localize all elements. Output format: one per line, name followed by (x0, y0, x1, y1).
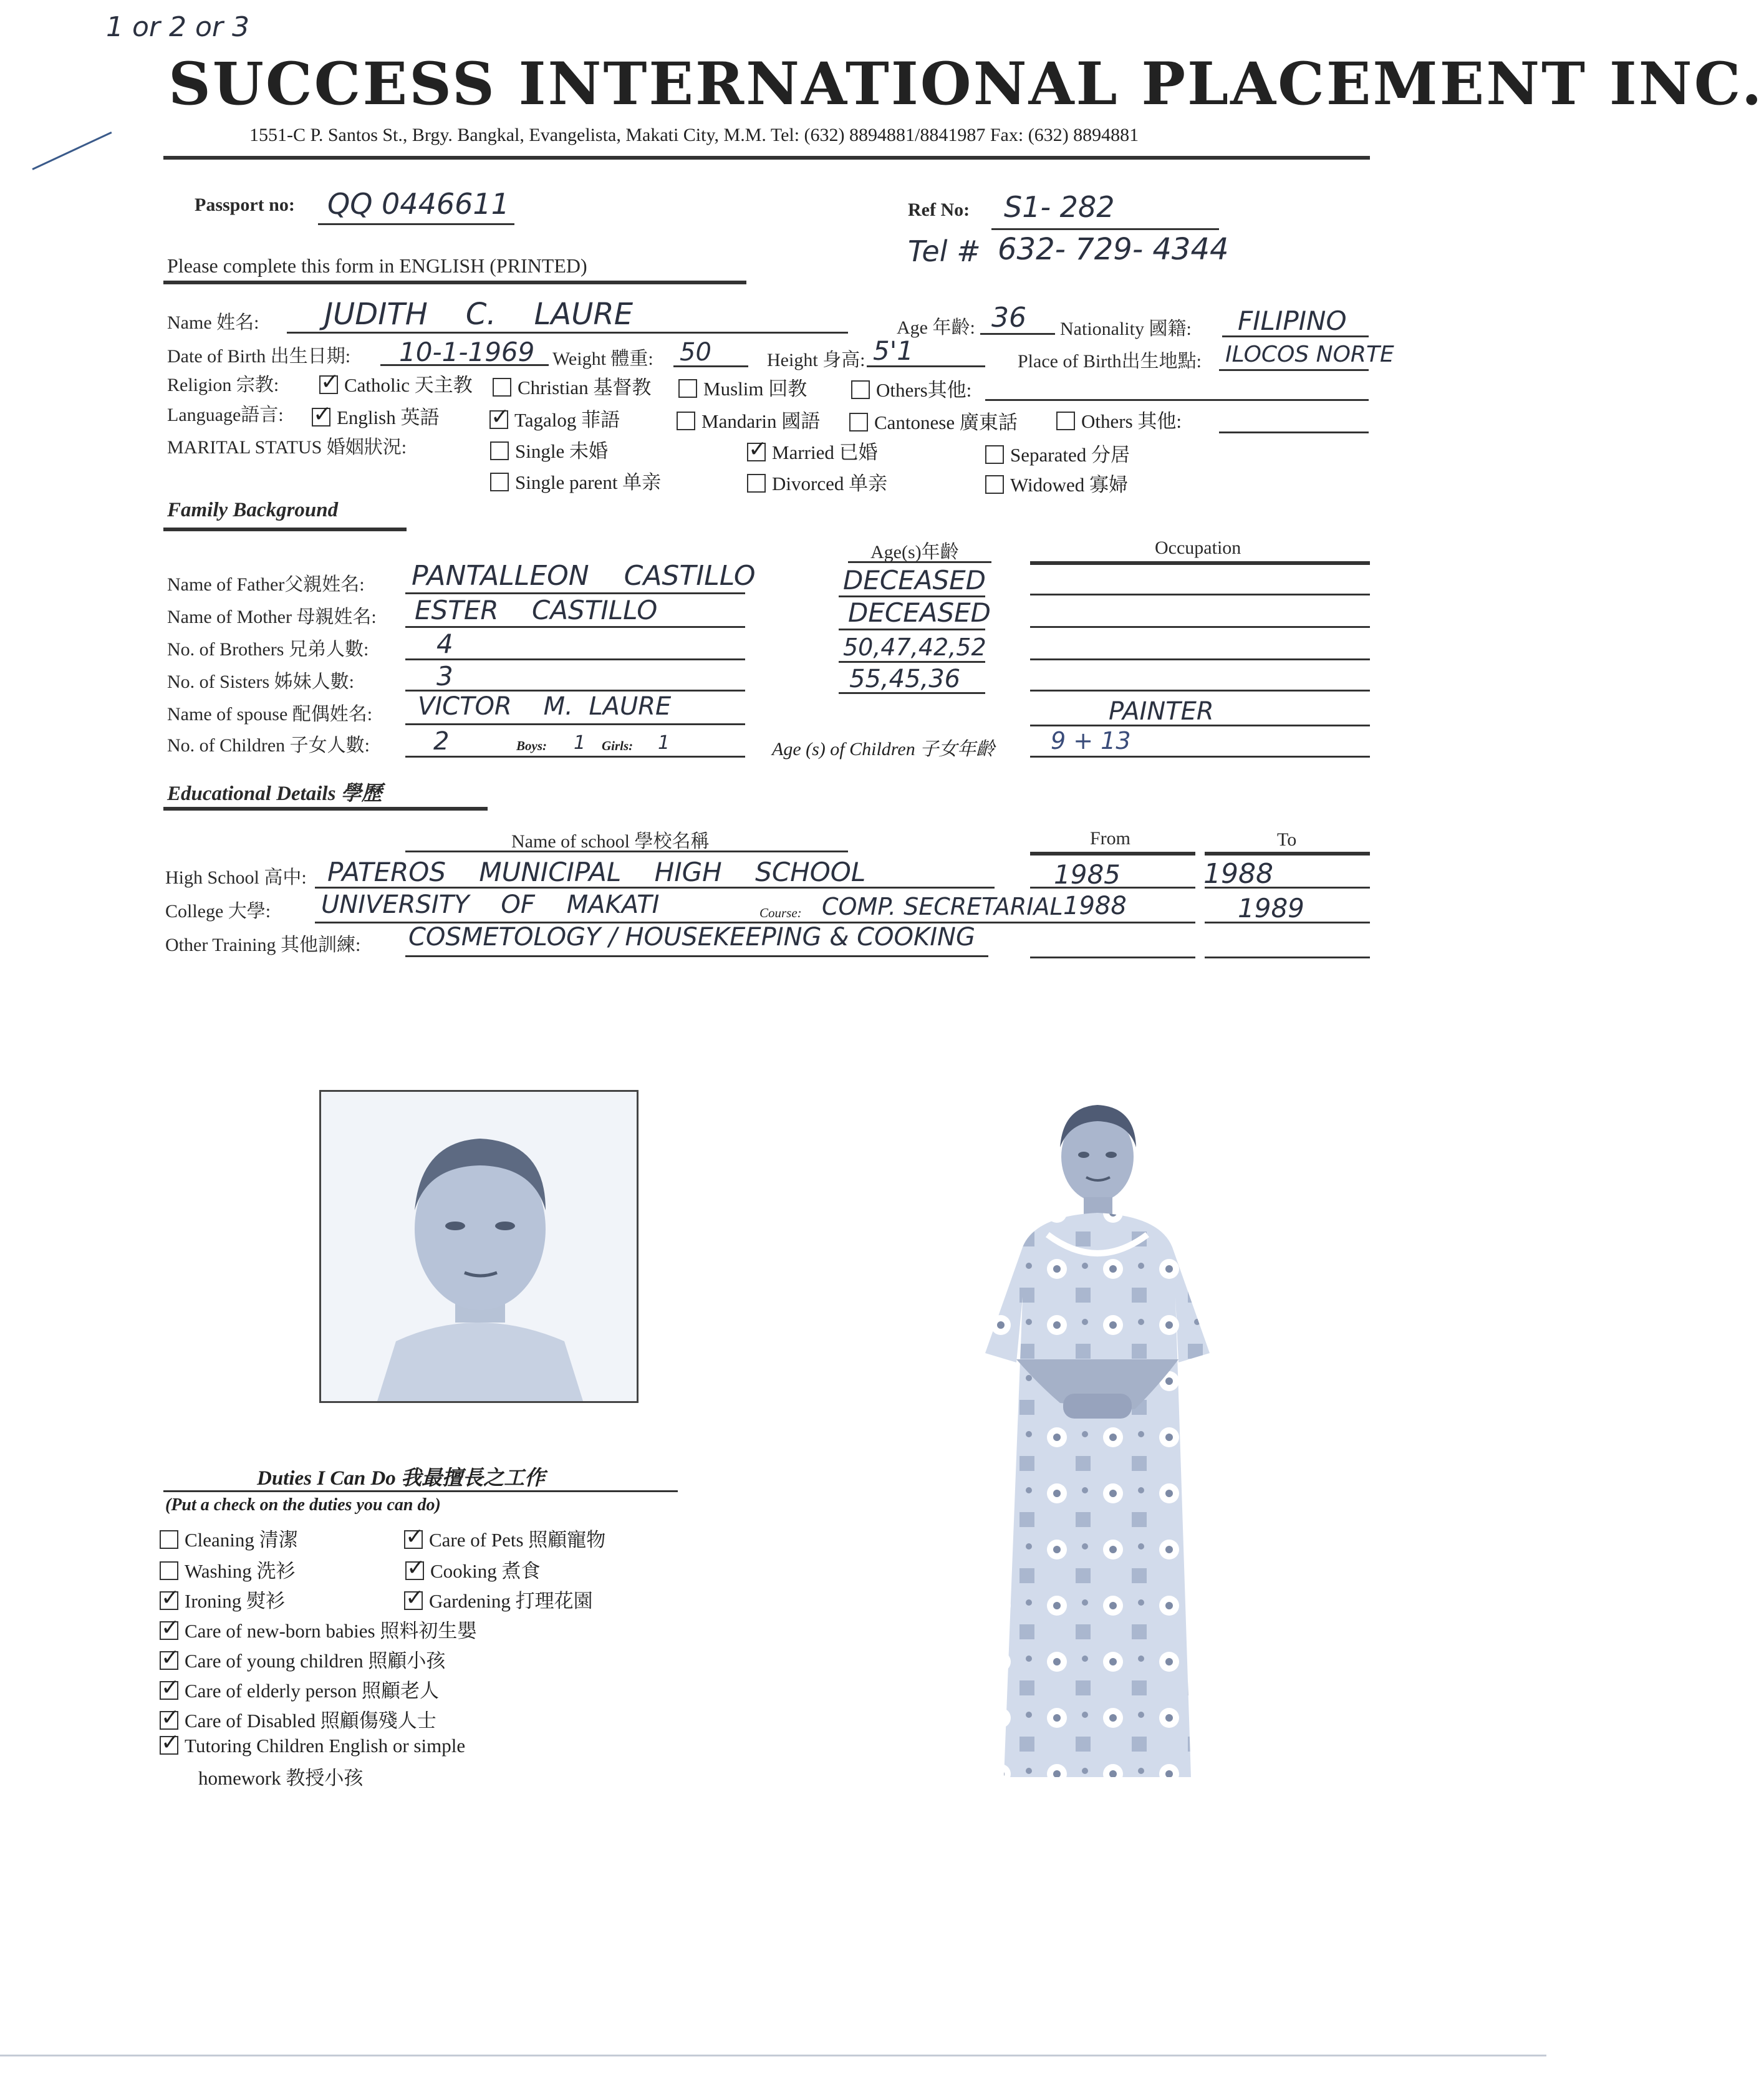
spouse-value: VICTOR M. LAURE (418, 692, 672, 721)
spouse-label: Name of spouse 配偶姓名: (167, 704, 373, 725)
checkbox-checked-icon (160, 1711, 178, 1730)
duty-newborn[interactable]: ✓Care of new-born babies 照料初生嬰 (160, 1615, 476, 1643)
sisters-ages-line (839, 692, 985, 694)
religion-others-option[interactable]: Others其他: (851, 374, 971, 402)
language-mandarin-option[interactable]: Mandarin 國語 (677, 405, 820, 433)
hs-line (315, 887, 995, 889)
occupation-header-line (1030, 561, 1370, 565)
passport-line (318, 223, 514, 225)
religion-catholic-option[interactable]: ✓ Catholic 天主教 (319, 369, 473, 397)
dob-label: Date of Birth 出生日期: (167, 346, 351, 367)
marital-married-option[interactable]: ✓ Married 已婚 (747, 436, 878, 465)
name-line (287, 332, 848, 334)
brothers-line (405, 658, 745, 660)
hs-to: 1988 (1203, 858, 1273, 890)
dob-value: 10-1-1969 (399, 337, 535, 367)
instruction-rule (163, 281, 746, 284)
hs-value: PATEROS MUNICIPAL HIGH SCHOOL (327, 857, 866, 887)
duty-tutoring-cont: homework 教授小孩 (198, 1767, 364, 1789)
other-training-label: Other Training 其他訓練: (165, 935, 361, 955)
checkbox-icon (490, 473, 509, 491)
ref-label: Ref No: (908, 200, 970, 220)
college-from-line (1030, 922, 1195, 923)
checkbox-checked-icon (160, 1651, 178, 1670)
duty-cleaning[interactable]: Cleaning 清潔 (160, 1524, 298, 1552)
margin-pen-stroke (32, 132, 112, 170)
age-header: Age(s)年齡 (870, 542, 959, 562)
language-cantonese-option[interactable]: Cantonese 廣東話 (849, 407, 1018, 435)
girls-value: 1 (658, 732, 670, 754)
duty-cooking[interactable]: ✓Cooking 煮食 (405, 1555, 541, 1583)
children-ages-line (1030, 756, 1370, 758)
school-header: Name of school 學校名稱 (511, 831, 710, 852)
hs-from-line (1030, 887, 1195, 889)
language-others-option[interactable]: Others 其他: (1056, 405, 1182, 433)
checkbox-icon (490, 441, 509, 460)
header-rule (163, 156, 1370, 160)
father-label: Name of Father父親姓名: (167, 574, 365, 595)
spouse-line (405, 723, 745, 725)
hs-label: High School 高中: (165, 867, 307, 888)
language-tagalog-option[interactable]: ✓ Tagalog 菲語 (489, 404, 620, 432)
ref-line (991, 228, 1219, 230)
age-header-line (848, 561, 991, 563)
dob-line (380, 364, 549, 366)
girls-label: Girls: (602, 738, 634, 753)
father-age: DECEASED (843, 565, 986, 595)
family-section-title: Family Background (167, 499, 339, 521)
marital-widowed-option[interactable]: Widowed 寡婦 (985, 469, 1128, 497)
checkbox-checked-icon (312, 408, 330, 427)
duties-title: Duties I Can Do 我最擅長之工作 (257, 1467, 546, 1490)
from-header-line (1030, 852, 1195, 856)
sisters-line (405, 690, 745, 692)
weight-value: 50 (680, 338, 711, 367)
brothers-value: 4 (436, 629, 453, 659)
language-label: Language語言: (167, 405, 284, 425)
checkbox-icon (1056, 412, 1075, 430)
checkbox-icon (493, 378, 511, 397)
children-line (405, 756, 745, 758)
checkbox-icon (160, 1530, 178, 1549)
college-to-line (1205, 922, 1370, 923)
father-line (405, 592, 745, 594)
portrait-figure-icon (321, 1092, 637, 1401)
checkbox-checked-icon (160, 1736, 178, 1755)
weight-label: Weight 體重: (552, 349, 653, 369)
brothers-ages-line (839, 661, 985, 663)
age-value: 36 (991, 302, 1026, 334)
father-value: PANTALLEON CASTILLO (412, 560, 756, 592)
checkbox-checked-icon (404, 1530, 423, 1549)
standing-figure-icon (929, 1085, 1278, 1796)
family-title-rule (163, 528, 407, 531)
checkbox-icon (985, 445, 1004, 464)
pob-label: Place of Birth出生地點: (1018, 351, 1202, 372)
duty-washing[interactable]: Washing 洗衫 (160, 1555, 295, 1583)
checkbox-checked-icon (160, 1621, 178, 1640)
mother-age: DECEASED (848, 597, 991, 628)
children-ages-value: 9 + 13 (1051, 727, 1131, 754)
checkbox-checked-icon (489, 410, 508, 429)
duty-young-children[interactable]: ✓Care of young children 照顧小孩 (160, 1645, 445, 1673)
duties-title-rule (163, 1490, 678, 1492)
duty-gardening[interactable]: ✓Gardening 打理花園 (404, 1585, 593, 1613)
duty-tutoring[interactable]: ✓Tutoring Children English or simple (160, 1735, 465, 1757)
from-header: From (1090, 828, 1131, 849)
mother-label: Name of Mother 母親姓名: (167, 607, 377, 627)
pob-line (1219, 369, 1369, 371)
checkbox-checked-icon (747, 443, 766, 461)
children-ages-label: Age (s) of Children 子女年齡 (772, 739, 995, 759)
pob-value: ILOCOS NORTE (1225, 342, 1394, 367)
sisters-occupation-line (1030, 690, 1370, 692)
other-training-line (405, 955, 988, 957)
company-name: SUCCESS INTERNATIONAL PLACEMENT INC. (168, 50, 1764, 118)
mother-age-line (839, 629, 985, 630)
boys-value: 1 (574, 732, 586, 754)
height-value: 5'1 (873, 335, 913, 366)
instruction: Please complete this form in ENGLISH (PRINTED) (167, 254, 587, 277)
college-to: 1989 (1238, 893, 1304, 923)
hs-from: 1985 (1054, 859, 1121, 890)
college-label: College 大學: (165, 901, 271, 922)
brothers-ages: 50,47,42,52 (843, 634, 986, 661)
marital-single-option[interactable]: Single 未婚 (490, 435, 608, 463)
ref-value: S1- 282 (1004, 190, 1115, 224)
checkbox-icon (849, 413, 868, 431)
religion-christian-option[interactable]: Christian 基督教 (493, 372, 651, 400)
height-label: Height 身高: (767, 350, 865, 370)
duty-elderly[interactable]: ✓Care of elderly person 照顧老人 (160, 1675, 439, 1703)
other-training-to-line (1205, 957, 1370, 958)
checkbox-icon (851, 380, 870, 399)
checkbox-icon (160, 1561, 178, 1580)
college-value: UNIVERSITY OF MAKATI (321, 890, 660, 919)
sisters-label: No. of Sisters 姊妹人數: (167, 672, 354, 692)
duty-care-of-pets[interactable]: ✓Care of Pets 照顧寵物 (404, 1524, 605, 1552)
religion-label: Religion 宗教: (167, 375, 279, 395)
name-label: Name 姓名: (167, 312, 259, 333)
age-line (980, 333, 1055, 335)
duty-ironing[interactable]: ✓Ironing 熨衫 (160, 1585, 285, 1613)
brothers-label: No. of Brothers 兄弟人數: (167, 639, 369, 660)
checkbox-icon (678, 379, 697, 398)
checkbox-icon (985, 475, 1004, 494)
top-note: 1 or 2 or 3 (106, 11, 249, 43)
checkbox-checked-icon (404, 1591, 423, 1610)
sisters-ages: 55,45,36 (849, 665, 961, 693)
scan-edge (0, 2055, 1546, 2056)
duty-disabled[interactable]: ✓Care of Disabled 照顧傷殘人士 (160, 1705, 436, 1733)
college-from: 1988 (1063, 892, 1127, 920)
height-line (867, 365, 985, 367)
course-value: COMP. SECRETARIAL (822, 893, 1063, 920)
marital-single-parent-option[interactable]: Single parent 单亲 (490, 466, 661, 494)
age-label: Age 年齡: (897, 317, 975, 338)
to-header-line (1205, 852, 1370, 856)
checkbox-checked-icon (319, 375, 338, 394)
religion-others-line (985, 399, 1369, 401)
company-address: 1551-C P. Santos St., Brgy. Bangkal, Evangelista, Makati City, M.M. Tel: (632) 8894881/8841987 Fax: (632) 8894881 (249, 125, 1139, 145)
name-value: JUDITH C. LAURE (324, 297, 634, 332)
language-english-option[interactable]: ✓ English 英語 (312, 402, 439, 430)
checkbox-checked-icon (160, 1681, 178, 1700)
brothers-occupation-line (1030, 658, 1370, 660)
language-others-line (1219, 431, 1369, 433)
religion-muslim-option[interactable]: Muslim 回教 (678, 373, 807, 401)
other-training-value: COSMETOLOGY / HOUSEKEEPING & COOKING (408, 923, 975, 952)
nationality-line (1222, 335, 1369, 337)
passport-value: QQ 0446611 (327, 187, 509, 221)
education-section-title: Educational Details 學歷 (167, 783, 382, 805)
boys-label: Boys: (516, 738, 547, 753)
course-label: Course: (759, 905, 802, 920)
full-body-photo (929, 1085, 1278, 1796)
mother-line (405, 626, 745, 628)
tel-label: Tel # (908, 234, 981, 268)
other-training-from-line (1030, 957, 1195, 958)
duties-subtitle: (Put a check on the duties you can do) (165, 1495, 441, 1515)
mother-occupation-line (1030, 626, 1370, 628)
checkbox-icon (677, 412, 695, 430)
sisters-value: 3 (436, 661, 453, 692)
marital-separated-option[interactable]: Separated 分居 (985, 439, 1130, 467)
checkbox-checked-icon (405, 1561, 424, 1580)
hs-to-line (1205, 887, 1370, 889)
marital-divorced-option[interactable]: Divorced 单亲 (747, 468, 887, 496)
education-title-rule (163, 807, 488, 811)
school-header-line (405, 851, 848, 852)
passport-label: Passport no: (195, 195, 295, 215)
children-value: 2 (433, 727, 450, 756)
mother-value: ESTER CASTILLO (415, 595, 658, 625)
marital-label: MARITAL STATUS 婚姻狀況: (167, 437, 407, 458)
to-header: To (1277, 829, 1297, 850)
nationality-label: Nationality 國籍: (1060, 319, 1192, 339)
spouse-occupation: PAINTER (1109, 697, 1214, 726)
passport-photo (319, 1090, 639, 1403)
spouse-occupation-line (1030, 725, 1370, 726)
checkbox-icon (747, 474, 766, 493)
nationality-value: FILIPINO (1238, 306, 1347, 336)
father-occupation-line (1030, 594, 1370, 595)
children-label: No. of Children 子女人數: (167, 735, 370, 756)
occupation-header: Occupation (1155, 537, 1241, 558)
tel-value: 632- 729- 4344 (998, 232, 1229, 267)
weight-line (673, 365, 748, 367)
checkbox-checked-icon (160, 1591, 178, 1610)
